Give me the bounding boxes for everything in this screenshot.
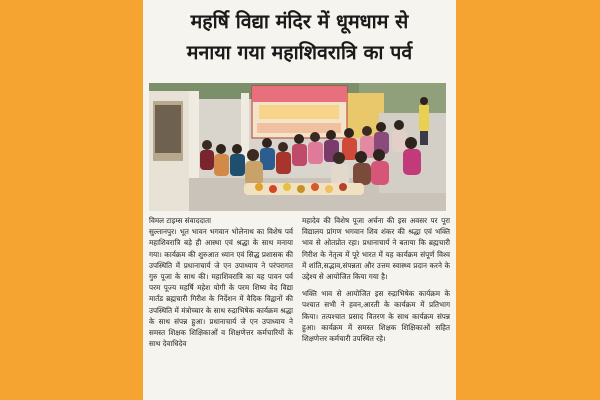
article-paragraph: भक्ति भाव से आयोजित इस रुद्राभिषेक कार्यक्रम के पश्चात सभी ने हवन,आरती के कार्यक्रम में प्रतिभाग किया। तत्पश्चात प्रसाद वितरण के साथ कार्यक्रम संपन्न हुआ। कार्यक्रम में समस्त शिक्षक शिक्षिकाओं सहित शिक्षणेत्तर कर्मचारी उपस्थित रहे। [302,289,450,344]
byline: विमल टाइम्स संवाददाता [149,216,211,225]
article-column-right [302,215,450,350]
article-paragraph: महादेव की विशेष पूजा अर्चना की इस अवसर पर पूरा विद्यालय प्रांगण भगवान शिव शंकर की श्रद्धा एवं भक्ति भाव से ओतप्रोत रहा। प्रधानाचार्य ने बताया कि ब्रह्मचारी गिरीश के नेतृत्व में पूरे भारत में यह कार्यक्रम संपूर्ण विश्व में शांति,सद्भाव,संपन्नता और उत्तम स्वास्थ्य प्रदान करने के उद्देश्य से आयोजित किया गया है। [302,216,450,282]
crowd-photo-icon [149,83,446,211]
article-column-left [149,215,293,355]
article-paragraph: सुल्तानपुर। भूत भावन भगवान भोलेनाथ का विशेष पर्व महाशिवरात्रि बड़े ही आस्था एवं श्रद्धा के साथ मनाया गया। कार्यक्रम की शुरुआत ध्यान एवं सिद्ध प्रशासक की उपस्थिति में प्रधानाचार्य जे एन उपाध्याय ने परंपरागत गुरु पूजा के साथ की। महाशिवरात्रि का यह पावन पर्व परम पूज्य महर्षि महेश योगी के परम शिष्य वेद विद्या मार्तंड ब्रह्मचारी गिरीश के निर्देशन में वैदिक विद्वानों की उपस्थिति में मंत्रोच्चार के साथ रुद्राभिषेक कार्यक्रम श्रद्धा के साथ संपन्न हुआ। प्रधानाचार्य जे एन उपाध्याय ने समस्त शिक्षक शिक्षिकाओं व शिक्षणेत्तर कर्मचारियों के साथ देवाधिदेव [149,227,293,349]
headline-line-2: मनाया गया महाशिवरात्रि का पर्व [186,41,413,64]
headline-line-1: महर्षि विद्या मंदिर में धूमधाम से [190,10,409,33]
newspaper-clipping [143,0,456,400]
headline [143,6,456,68]
event-photo [149,83,446,211]
